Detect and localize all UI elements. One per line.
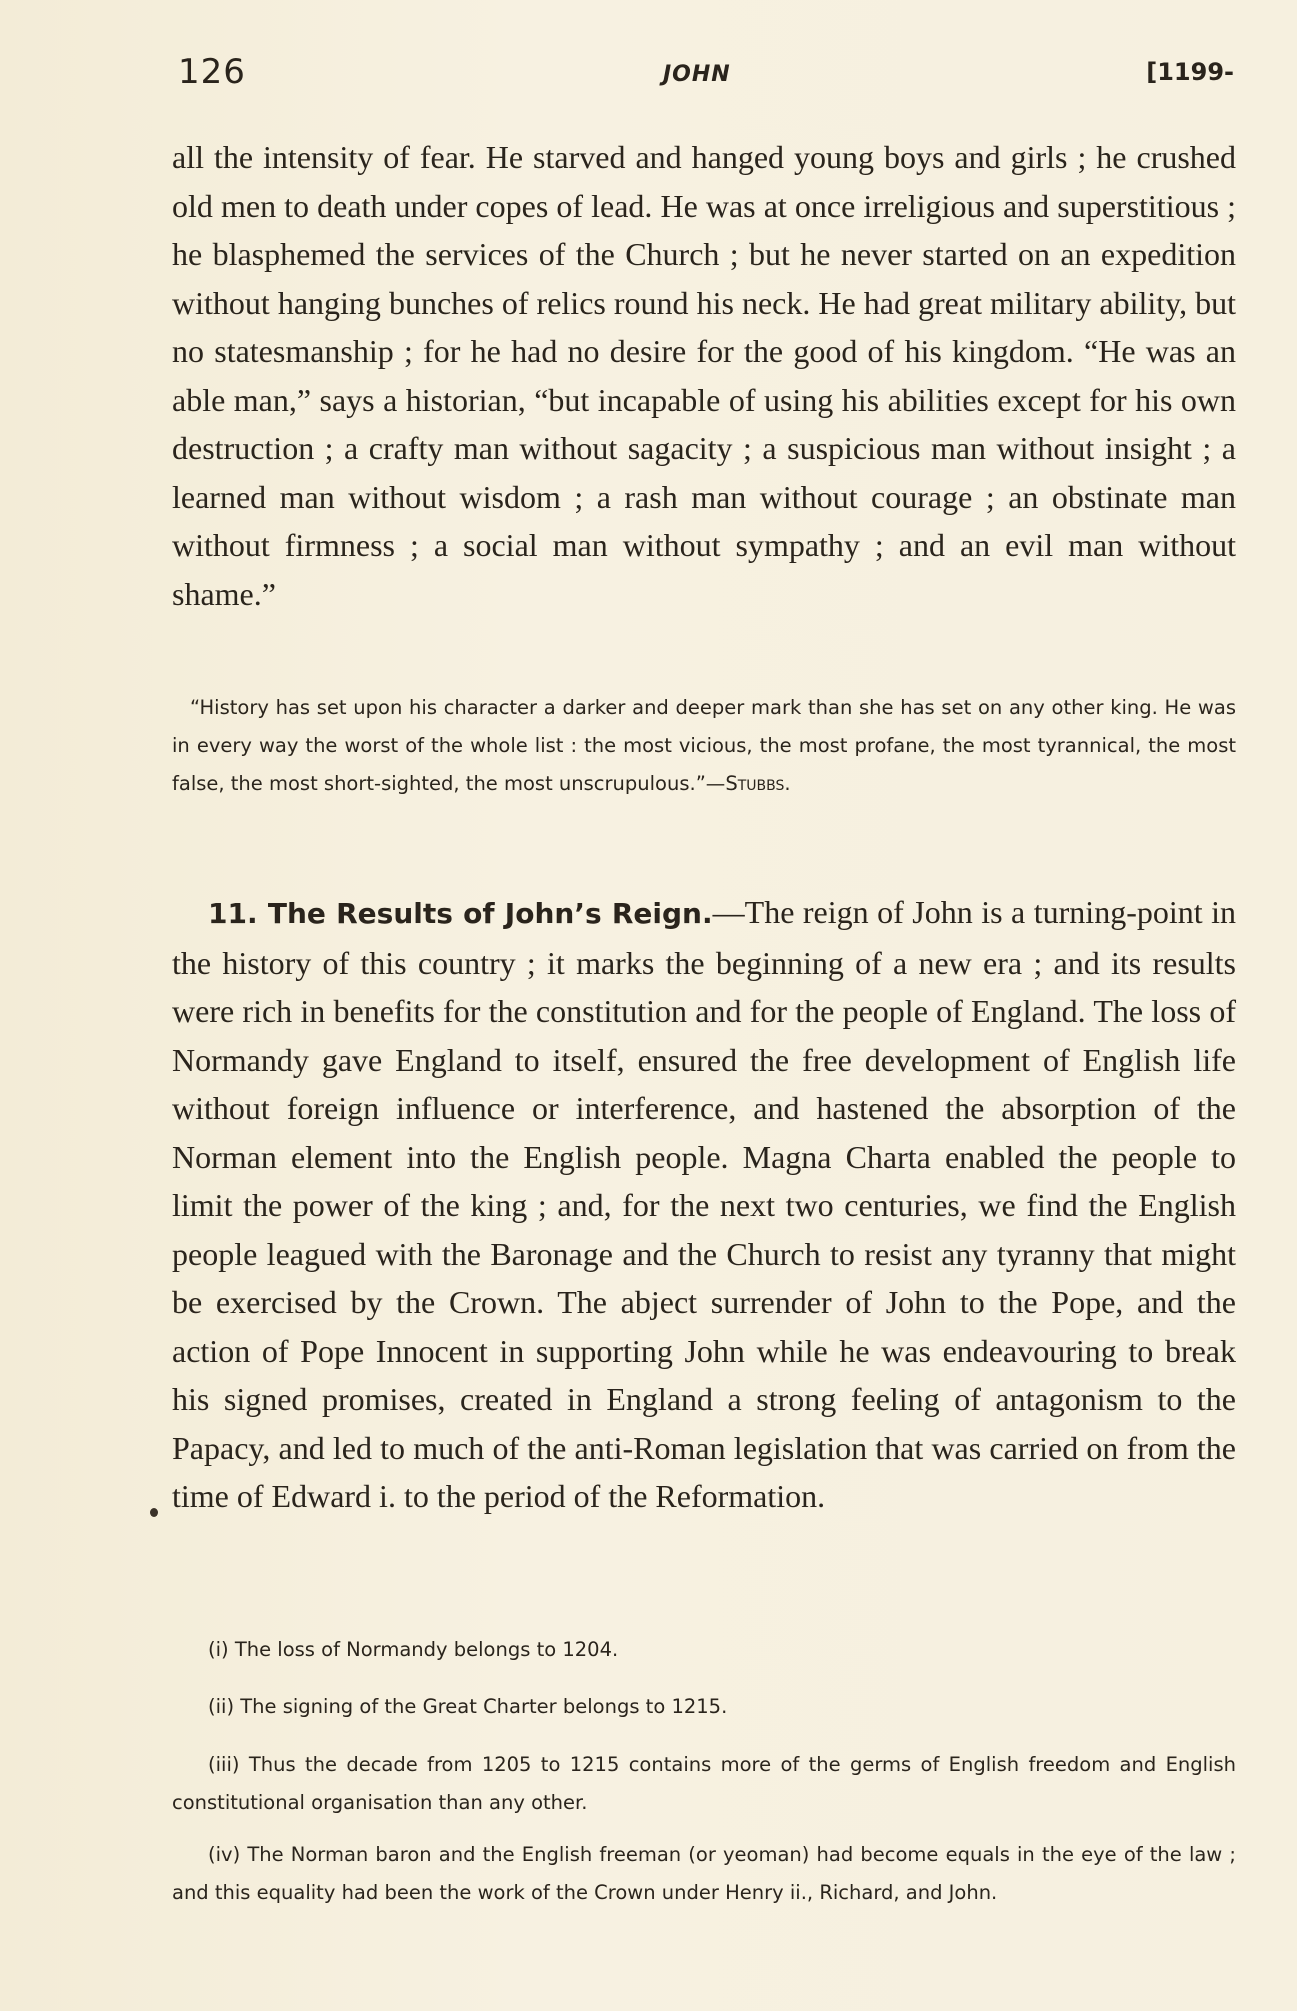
quote-text: “History has set upon his character a darker and deeper mark than she has set on any other king. He was in every way the worst of the whole list : the most vicious, the most profane, the most tyrannical, the most false, the most short-sighted, the most unscrupulous.”— bbox=[172, 696, 1236, 795]
note-iv: (iv) The Norman baron and the English freeman (or yeoman) had become equals in the eye of the law ; and this equality had been the work of the Crown under Henry ii., Richard, and John. bbox=[172, 1843, 1236, 1904]
quote-attribution: Stubbs. bbox=[725, 772, 791, 795]
running-title: JOHN bbox=[663, 62, 731, 87]
section-heading: 11. The Results of John’s Reign. bbox=[208, 897, 713, 930]
section-text: —The reign of John is a turning-point in the history of this country ; it marks the beginning of a new era ; and its results were rich in benefits for the constitution and for the people of England. The loss of Normandy gave England to itself, ensured the free development of English life without foreign influence or interference, and hastened the absorption of the Norman element into the English people. Magna Charta enabled the people to limit the power of the king ; and, for the next two centuries, we find the English people leagued with the Baronage and the Church to resist any tyranny that might be exercised by the Crown. The abject surrender of John to the Pope, and the action of Pope Innocent in supporting John while he was endeavouring to break his signed promises, created in England a strong feeling of antagonism to the Papacy, and led to much of the anti-Roman legislation that was carried on from the time of Edward i. to the period of the Reformation. bbox=[172, 894, 1237, 1514]
margin-mark bbox=[150, 1508, 158, 1517]
note-i: (i) The loss of Normandy belongs to 1204. bbox=[208, 1638, 619, 1661]
note-ii: (ii) The signing of the Great Charter belongs to 1215. bbox=[208, 1695, 728, 1718]
note-iii: (iii) Thus the decade from 1205 to 1215 contains more of the germs of English freedom and English constitutional organisation than any other. bbox=[172, 1753, 1236, 1814]
stubbs-quote bbox=[172, 689, 1236, 803]
paragraph-character-of-john: all the intensity of fear. He starved and hanged young boys and girls ; he crushed old men to death under copes of lead. He was at once irreligious and superstitious ; he blasphemed the services of the Church ; but he never started on an expedition without hanging bunches of relics round his neck. He had great military ability, but no statesmanship ; for he had no desire for the good of his kingdom. “He was an able man,” says a historian, “but incapable of using his abilities except for his own destruction ; a crafty man without sagacity ; a suspicious man without insight ; a learned man without wisdom ; a rash man without courage ; an obstinate man without firmness ; a social man without sympathy ; and an evil man without shame.” bbox=[172, 139, 1236, 612]
running-head bbox=[178, 52, 1234, 102]
page-number: 126 bbox=[178, 52, 246, 92]
running-year: [1199- bbox=[1146, 58, 1234, 86]
section-results-of-reign bbox=[172, 888, 1236, 1521]
